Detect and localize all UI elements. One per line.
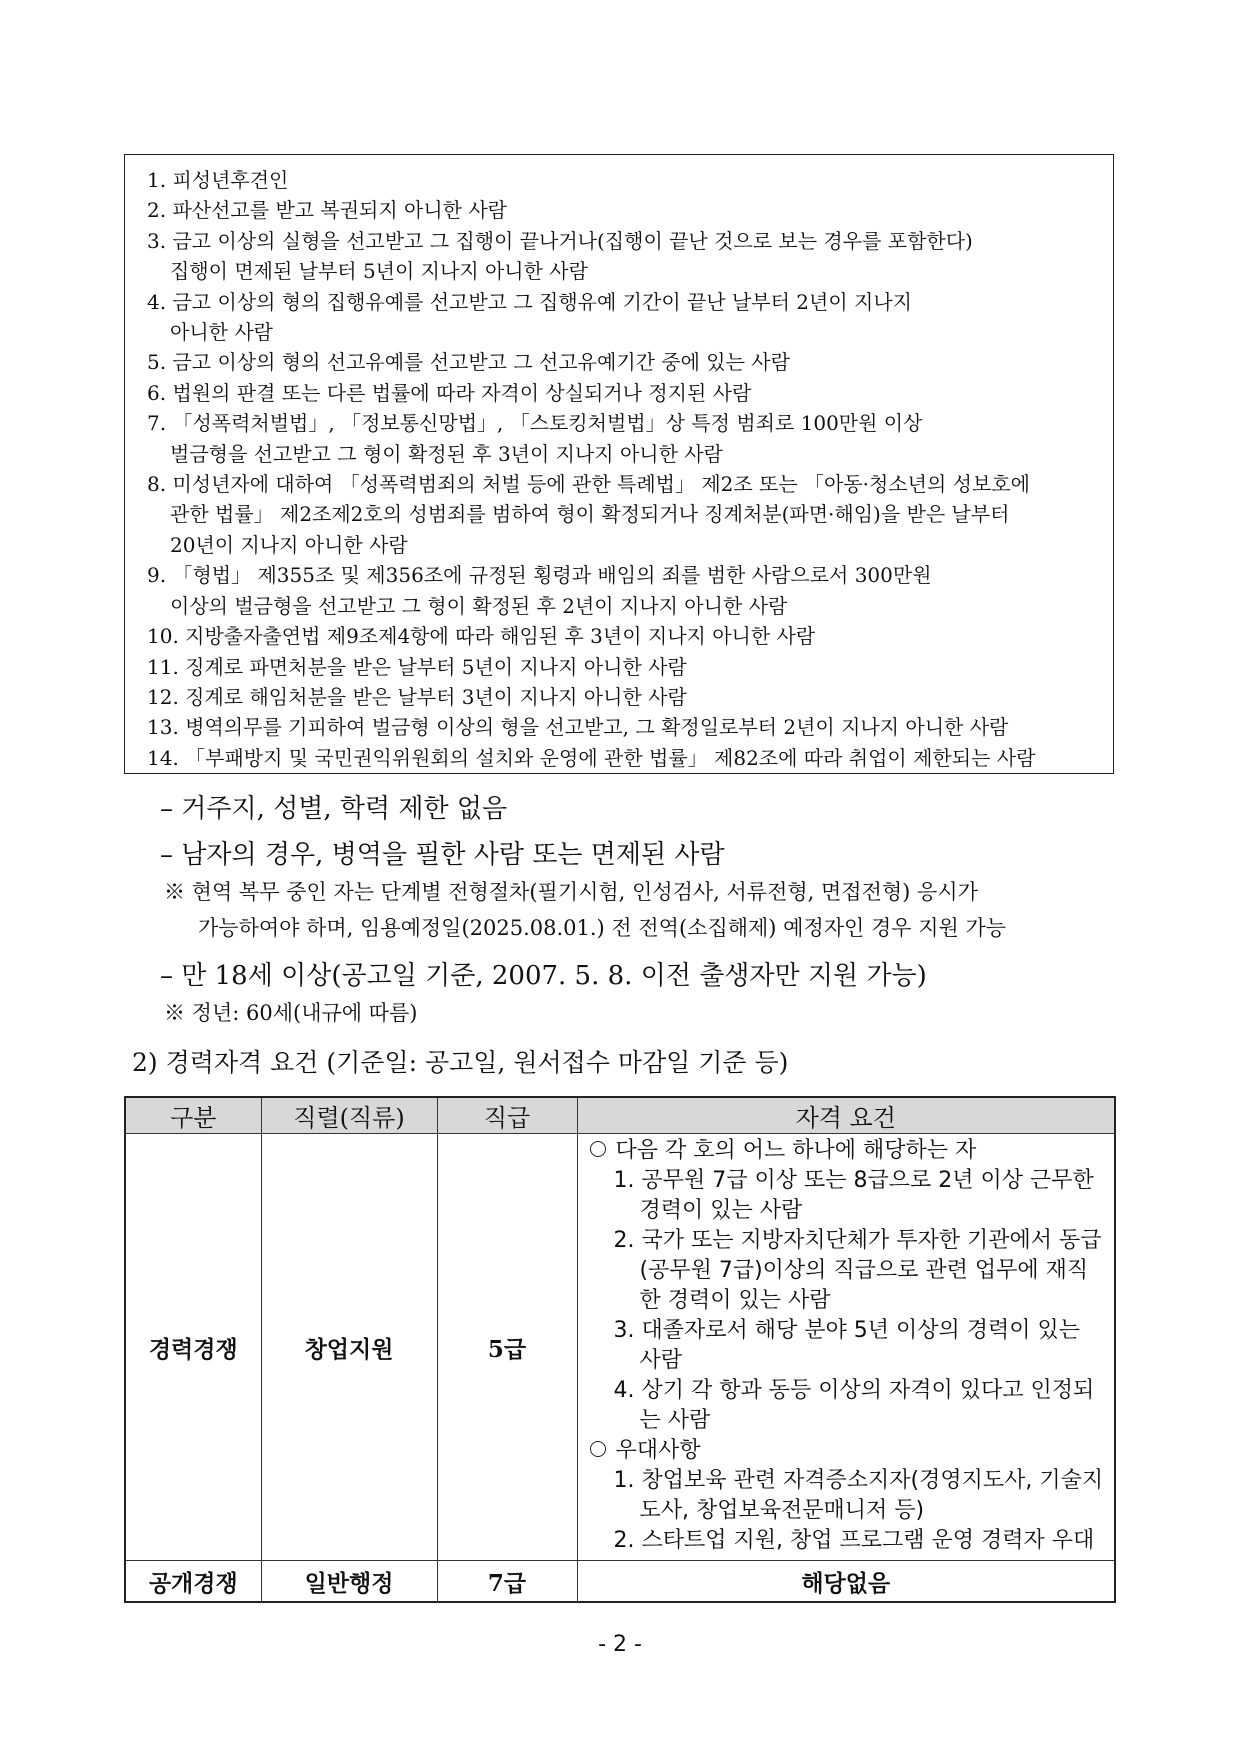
disqualification-item: 3. 금고 이상의 실형을 선고받고 그 집행이 끝나거나(집행이 끝난 것으로 보는 경우를 포함한다) 집행이 면제된 날부터 5년이 지나지 아니한 사람 [147, 228, 973, 284]
row-series: 창업지원 [261, 1134, 437, 1561]
disqualification-item: 1. 피성년후견인 [147, 168, 289, 192]
requirement-item: 1. 공무원 7급 이상 또는 8급으로 2년 이상 근무한 경력이 있는 사람 [613, 1168, 1094, 1223]
row-category: 경력경쟁 [125, 1134, 261, 1561]
row-grade: 5급 [437, 1134, 577, 1561]
disqualification-item: 13. 병역의무를 기피하여 벌금형 이상의 형을 선고받고, 그 확정일로부터 2년이 지나지 아니한 사람 [147, 715, 1009, 740]
disqualification-item: 12. 징계로 해임처분을 받은 날부터 3년이 지나지 아니한 사람 [147, 684, 687, 709]
criteria-retirement: ※ 정년: 60세(내규에 따름) [164, 1001, 418, 1025]
disqualification-item: 4. 금고 이상의 형의 집행유예를 선고받고 그 집행유예 기간이 끝난 날부터 2년이 지나지 아니한 사람 [147, 289, 912, 345]
section-title: 2) 경력자격 요건 (기준일: 공고일, 원서접수 마감일 기준 등) [132, 1048, 789, 1077]
table-row [125, 1134, 1115, 1561]
disqualification-box [124, 154, 1114, 774]
requirement-item: 2. 국가 또는 지방자치단체가 투자한 기관에서 동급(공무원 7급)이상의 직급으로 관련 업무에 재직한 경력이 있는 사람 [613, 1228, 1102, 1313]
requirement-item: 4. 상기 각 항과 동등 이상의 자격이 있다고 인정되는 사람 [613, 1378, 1095, 1433]
row-category: 공개경쟁 [125, 1561, 261, 1603]
row-requirements [577, 1134, 1115, 1561]
circle-bullet-icon [590, 1441, 606, 1457]
page-number: - 2 - [598, 1632, 642, 1657]
criteria-military: – 남자의 경우, 병역을 필한 사람 또는 면제된 사람 [160, 840, 725, 870]
disqualification-item: 6. 법원의 판결 또는 다른 법률에 따라 자격이 상실되거나 정지된 사람 [147, 380, 752, 405]
disqualification-item: 9. 「형법」 제355조 및 제356조에 규정된 횡령과 배임의 죄를 범한 사람으로서 300만원 이상의 벌금형을 선고받고 그 형이 확정된 후 2년이 지나지 아니한 사람 [147, 563, 932, 618]
header-grade: 직급 [437, 1097, 577, 1134]
criteria-age: – 만 18세 이상(공고일 기준, 2007. 5. 8. 이전 출생자만 지원 가능) [160, 961, 927, 991]
disqualification-item: 10. 지방출자출연법 제9조제4항에 따라 해임된 후 3년이 지나지 아니한 사람 [147, 624, 816, 649]
row-grade: 7급 [437, 1561, 577, 1603]
disqualification-item: 11. 징계로 파면처분을 받은 날부터 5년이 지나지 아니한 사람 [147, 654, 687, 679]
disqualification-item: 7. 「성폭력처벌법」, 「정보통신망법」, 「스토킹처벌법」상 특정 범죄로 100만원 이상 벌금형을 선고받고 그 형이 확정된 후 3년이 지나지 아니한 사람 [147, 411, 923, 466]
table-row [125, 1561, 1115, 1603]
row-requirements: 해당없음 [577, 1561, 1115, 1603]
qualification-table [124, 1096, 1116, 1603]
header-requirements: 자격 요건 [577, 1097, 1115, 1134]
circle-bullet-icon [590, 1141, 606, 1157]
disqualification-item: 14. 「부패방지 및 국민권익위원회의 설치와 운영에 관한 법률」 제82조에 따라 취업이 제한되는 사람 [147, 745, 1036, 770]
preference-item: 2. 스타트업 지원, 창업 프로그램 운영 경력자 우대 [613, 1528, 1095, 1553]
disqualification-item: 2. 파산선고를 받고 복권되지 아니한 사람 [147, 198, 508, 223]
header-category: 구분 [125, 1097, 261, 1134]
header-series: 직렬(직류) [261, 1097, 437, 1134]
disqualification-item: 5. 금고 이상의 형의 선고유예를 선고받고 그 선고유예기간 중에 있는 사람 [147, 350, 790, 375]
preference-heading: 우대사항 [590, 1436, 1109, 1466]
criteria-military-note: ※ 현역 복무 중인 자는 단계별 전형절차(필기시험, 인성검사, 서류전형, 면접전형) 응시가 가능하여야 하며, 임용예정일(2025.08.01.) 전 전역(소집해제) 예정자인 경우 지원 가능 [164, 880, 1007, 940]
preference-item: 1. 창업보육 관련 자격증소지자(경영지도사, 기술지도사, 창업보육전문매니저 등) [613, 1468, 1104, 1523]
table-header-row [125, 1097, 1115, 1134]
disqualification-item: 8. 미성년자에 대하여 「성폭력범죄의 처벌 등에 관한 특례법」 제2조 또는 「아동·청소년의 성보호에 관한 법률」 제2조제2호의 성범죄를 범하여 형이 확정되거나 징계처분(파면·해임)을 받은 날부터 20년이 지나지 아니한 사람 [147, 472, 1030, 557]
requirements-heading: 다음 각 호의 어느 하나에 해당하는 자 [590, 1136, 1109, 1166]
requirement-item: 3. 대졸자로서 해당 분야 5년 이상의 경력이 있는 사람 [613, 1318, 1080, 1373]
criteria-residence: – 거주지, 성별, 학력 제한 없음 [160, 794, 508, 824]
row-series: 일반행정 [261, 1561, 437, 1603]
